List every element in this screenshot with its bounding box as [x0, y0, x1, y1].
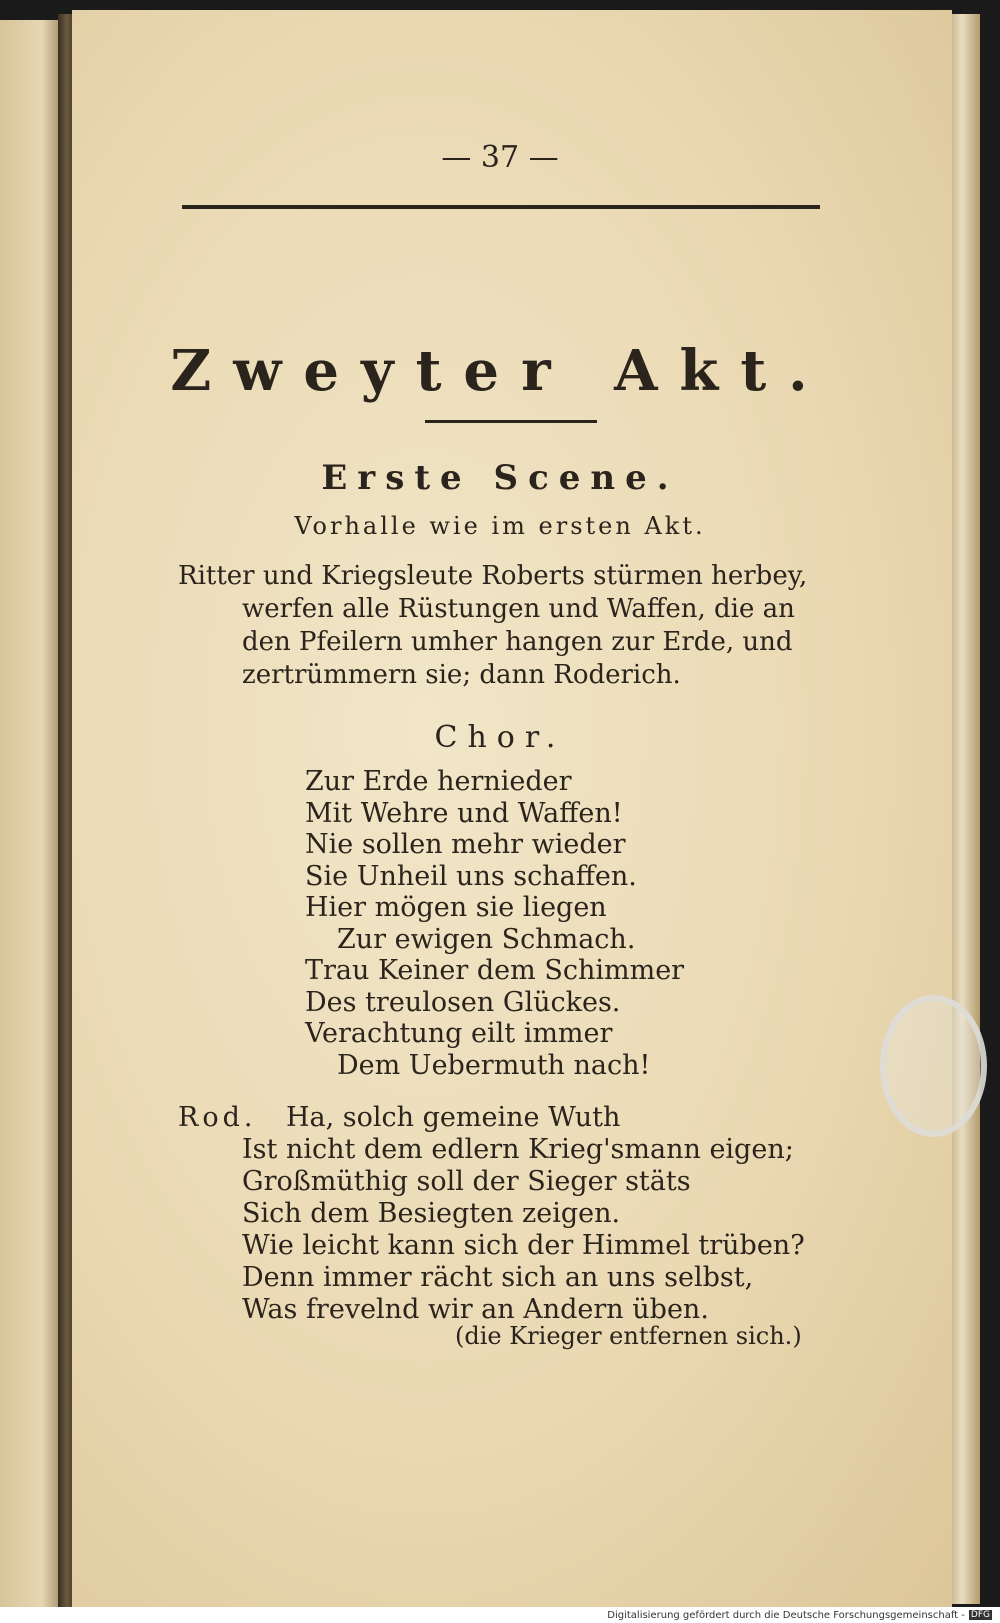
- speech-line: Denn immer rächt sich an uns selbst,: [242, 1262, 754, 1293]
- chorus-line: Zur Erde hernieder: [305, 766, 572, 797]
- speech-line: Wie leicht kann sich der Himmel trüben?: [242, 1230, 805, 1261]
- stage-direction: [178, 560, 838, 692]
- title-rule: [425, 420, 597, 423]
- chorus-line: Trau Keiner dem Schimmer: [305, 955, 685, 986]
- chorus-label: Chor.: [434, 720, 566, 755]
- chorus-line: Nie sollen mehr wieder: [305, 829, 626, 860]
- page-fore-edge: [950, 14, 980, 1604]
- footer-credit: Digitalisierung gefördert durch die Deutsche Forschungsgemeinschaft -: [607, 1609, 965, 1621]
- speech-line: Großmüthig soll der Sieger stäts: [242, 1166, 691, 1197]
- header-rule: [182, 205, 820, 209]
- speech-line: Ha, solch gemeine Wuth: [286, 1102, 621, 1133]
- speech-line: Ist nicht dem edlern Krieg'smann eigen;: [242, 1134, 794, 1165]
- dfg-logo: DFG: [970, 1610, 990, 1620]
- speech-line: Was frevelnd wir an Andern üben.: [242, 1294, 709, 1325]
- digitization-footer: [0, 1607, 1000, 1623]
- stage-direction-line: den Pfeilern umher hangen zur Erde, und: [242, 627, 793, 657]
- page-number: — 37 —: [441, 140, 559, 175]
- chorus-line: Hier mögen sie liegen: [305, 892, 607, 923]
- stage-direction-line: Ritter und Kriegsleute Roberts stürmen herbey,: [178, 561, 808, 591]
- speech-verse: [242, 1102, 805, 1326]
- chorus-line: Sie Unheil uns schaffen.: [305, 860, 637, 892]
- stage-direction-line: zertrümmern sie; dann Roderich.: [242, 660, 681, 690]
- chorus-line: Dem Uebermuth nach!: [337, 1049, 651, 1081]
- act-title: Zweyter Akt.: [170, 338, 830, 404]
- chorus-line: Des treulosen Glückes.: [305, 986, 621, 1018]
- chorus-line: Zur ewigen Schmach.: [337, 923, 636, 955]
- chorus-verse: [305, 766, 684, 1081]
- stage-direction-line: werfen alle Rüstungen und Waffen, die an: [242, 594, 795, 624]
- scene-title: Erste Scene.: [321, 458, 679, 498]
- speaker-name: Rod.: [178, 1102, 257, 1133]
- chorus-line: Mit Wehre und Waffen!: [305, 797, 623, 829]
- exit-stage-direction: (die Krieger entfernen sich.): [455, 1322, 802, 1350]
- page-clip: [880, 995, 987, 1137]
- scene-setting: Vorhalle wie im ersten Akt.: [294, 512, 706, 540]
- speech-line: Sich dem Besiegten zeigen.: [242, 1198, 621, 1229]
- chorus-line: Verachtung eilt immer: [305, 1018, 613, 1049]
